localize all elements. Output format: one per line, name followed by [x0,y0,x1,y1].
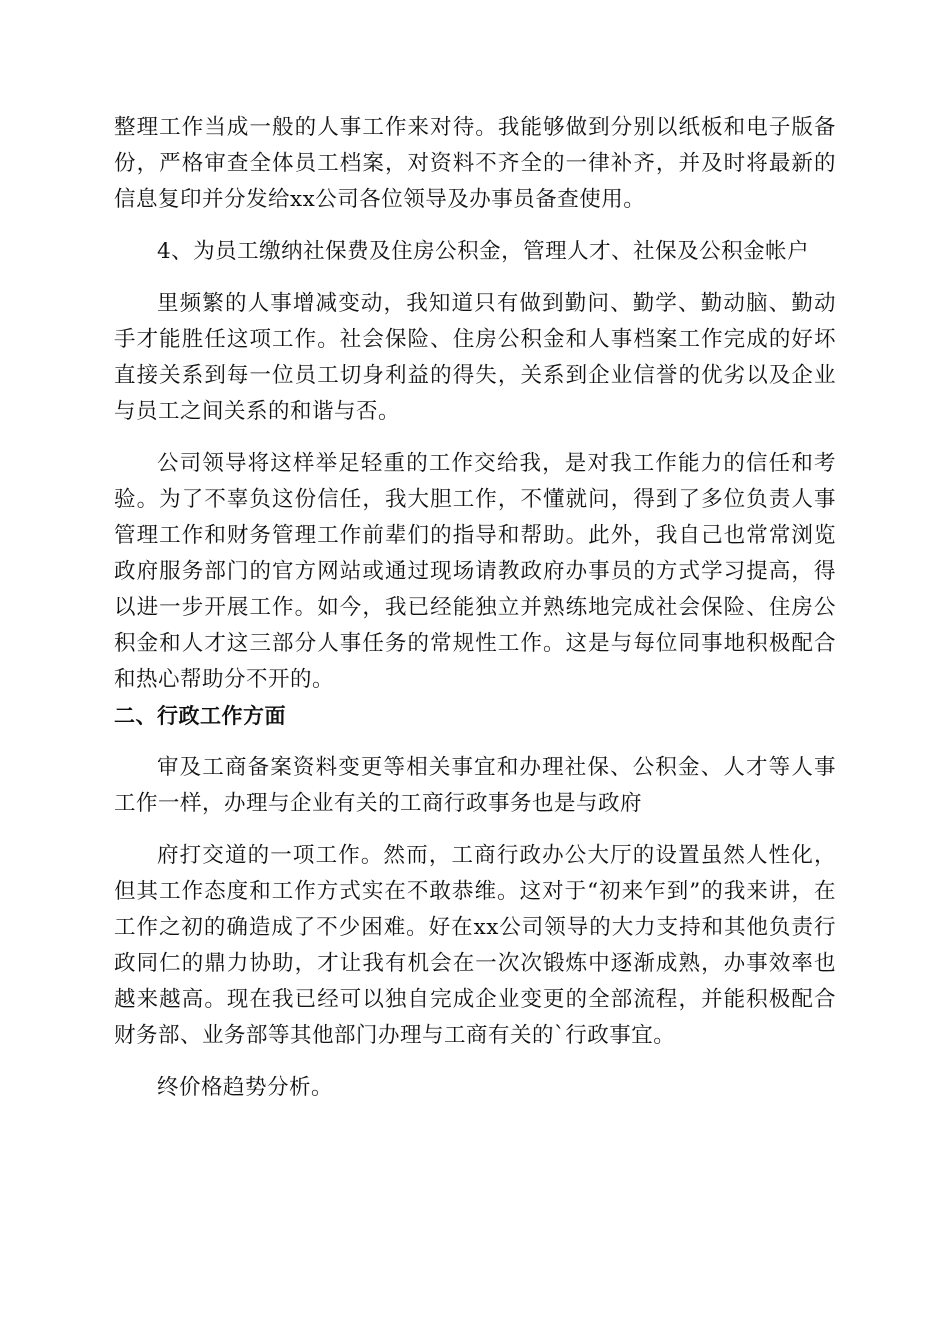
paragraph-leadership-trust: 公司领导将这样举足轻重的工作交给我，是对我工作能力的信任和考验。为了不辜负这份信任，我大胆工作，不懂就问，得到了多位负责人事管理工作和财务管理工作前辈们的指导和帮助。此外，我自己也常常浏览政府服务部门的官方网站或通过现场请教政府办事员的方式学习提高，得以进一步开展工作。如今，我已经能独立并熟练地完成社会保险、住房公积金和人才这三部分人事任务的常规性工作。这是与每位同事地积极配合和热心帮助分不开的。 [114,451,836,692]
paragraph-archive: 整理工作当成一般的人事工作来对待。我能够做到分别以纸板和电子版备份，严格审查全体员工档案，对资料不齐全的一律补齐，并及时将最新的信息复印并分发给xx公司各位领导及办事员备查使用。 [114,115,836,212]
paragraph-government-dealings: 府打交道的一项工作。然而，工商行政办公大厅的设置虽然人性化，但其工作态度和工作方式实在不敢恭维。这对于“初来乍到”的我来讲，在工作之初的确造成了不少困难。好在xx公司领导的大力支持和其他负责行政同仁的鼎力协助，才让我有机会在一次次锻炼中逐渐成熟，办事效率也越来越高。现在我已经可以独自完成企业变更的全部流程，并能积极配合财务部、业务部等其他部门办理与工商有关的`行政事宜。 [114,843,836,1048]
paragraph-business-filing: 审及工商备案资料变更等相关事宜和办理社保、公积金、人才等人事工作一样，办理与企业有关的工商行政事务也是与政府 [114,755,836,816]
paragraph-personnel-changes: 里频繁的人事增减变动，我知道只有做到勤问、勤学、勤动脑、勤动手才能胜任这项工作。社会保险、住房公积金和人事档案工作完成的好坏直接关系到每一位员工切身利益的得失，关系到企业信誉的优劣以及企业与员工之间关系的和谐与否。 [114,291,836,424]
document-page [114,110,836,1106]
section-heading-admin: 二、行政工作方面 [114,704,286,728]
paragraph-price-trend: 终价格趋势分析。 [157,1075,334,1100]
paragraph-item-4: 4、为员工缴纳社保费及住房公积金，管理人才、社保及公积金帐户 [157,239,810,264]
